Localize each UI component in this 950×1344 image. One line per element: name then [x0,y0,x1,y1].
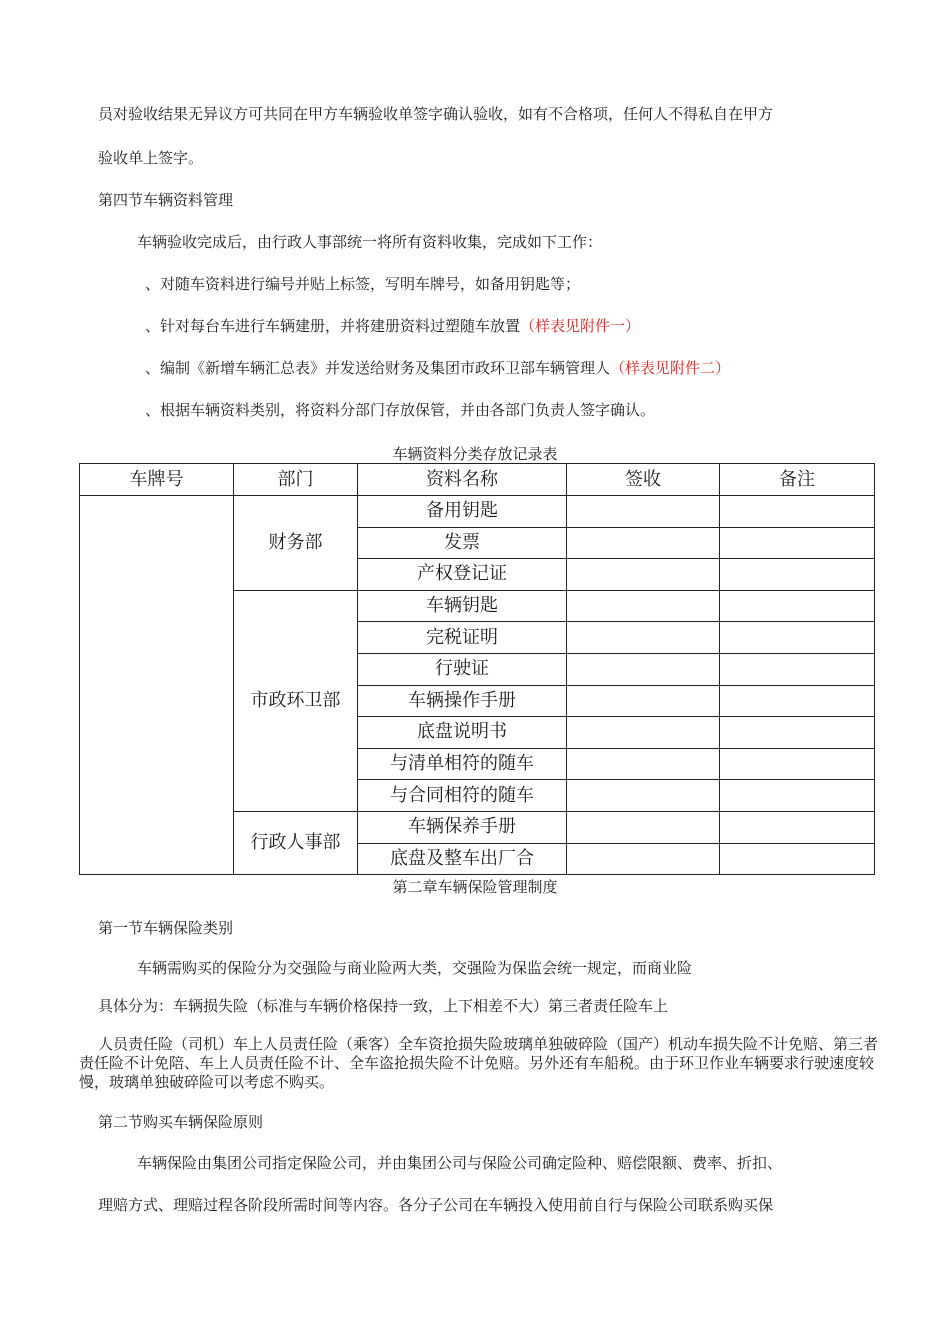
section-title: 第二节购买车辆保险原则 [98,1113,264,1131]
list-item [145,274,580,294]
doc-cell: 发票 [358,527,567,559]
remark-cell [720,559,875,591]
doc-cell: 与清单相符的随车 [358,748,567,780]
sign-cell [567,780,720,812]
doc-cell: 车辆钥匙 [358,590,567,622]
dept-cell: 行政人事部 [234,811,358,874]
para-block: 人员责任险（司机）车上人员责任险（乘客）全车资抢损失险玻璃单独破碎险（国产）机动车损失险不计免赔、第三者责任险不计免陪、车上人员责任险不计、全车盗抢损失险不计免赔。另外还有车船税。由于环卫作业车辆要求行驶速度较慢，玻璃单独破碎险可以考虑不购买。 [79,1035,879,1091]
doc-cell: 备用钥匙 [358,496,567,528]
para-line: 员对验收结果无异议方可共同在甲方车辆验收单签字确认验收，如有不合格项，任何人不得私自在甲方 [98,105,774,123]
sign-cell [567,622,720,654]
doc-cell: 车辆保养手册 [358,811,567,843]
sign-cell [567,496,720,528]
sign-cell [567,685,720,717]
attachment-note: （样表见附件一） [520,317,641,335]
list-item [145,358,730,378]
doc-cell: 底盘说明书 [358,717,567,749]
attachment-note: （样表见附件二） [610,359,731,377]
section-title: 第一节车辆保险类别 [98,919,234,937]
list-item-text: 、编制《新增车辆汇总表》并发送给财务及集团市政环卫部车辆管理人 [145,359,611,377]
sign-cell [567,811,720,843]
table-caption: 车辆资料分类存放记录表 [392,445,558,463]
remark-cell [720,748,875,780]
remark-cell [720,685,875,717]
doc-cell: 行驶证 [358,653,567,685]
records-table [79,463,875,875]
sign-cell [567,843,720,875]
remark-cell [720,780,875,812]
sign-cell [567,717,720,749]
remark-cell [720,590,875,622]
plate-cell [80,496,234,875]
section-intro: 车辆验收完成后，由行政人事部统一将所有资料收集，完成如下工作： [137,233,603,251]
remark-cell [720,496,875,528]
para-line: 验收单上签字。 [98,149,204,167]
para-line: 车辆保险由集团公司指定保险公司，并由集团公司与保险公司确定险种、赔偿限额、费率、折扣、 [137,1154,783,1172]
list-item-text: 、根据车辆资料类别，将资料分部门存放保管，并由各部门负责人签字确认。 [145,401,656,419]
list-item [145,316,640,336]
list-item [145,400,655,420]
dept-cell: 财务部 [234,496,358,591]
doc-cell: 与合同相符的随车 [358,780,567,812]
doc-cell: 完税证明 [358,622,567,654]
header-sign: 签收 [567,464,720,496]
remark-cell [720,811,875,843]
para-line: 车辆需购买的保险分为交强险与商业险两大类，交强险为保监会统一规定，而商业险 [137,959,693,977]
remark-cell [720,843,875,875]
dept-cell: 市政环卫部 [234,590,358,811]
remark-cell [720,527,875,559]
header-dept: 部门 [234,464,358,496]
sign-cell [567,653,720,685]
doc-cell: 产权登记证 [358,559,567,591]
remark-cell [720,622,875,654]
sign-cell [567,748,720,780]
list-item-text: 、针对每台车进行车辆建册，并将建册资料过塑随车放置 [145,317,521,335]
sign-cell [567,527,720,559]
para-line: 具体分为：车辆损失险（标准与车辆价格保持一致，上下相差不大）第三者责任险车上 [98,997,669,1015]
doc-cell: 车辆操作手册 [358,685,567,717]
table-row [80,496,875,528]
table-header-row [80,464,875,496]
header-doc: 资料名称 [358,464,567,496]
remark-cell [720,653,875,685]
section-title: 第四节车辆资料管理 [98,191,234,209]
header-plate: 车牌号 [80,464,234,496]
sign-cell [567,590,720,622]
remark-cell [720,717,875,749]
chapter-title: 第二章车辆保险管理制度 [392,878,558,896]
header-remark: 备注 [720,464,875,496]
doc-cell: 底盘及整车出厂合 [358,843,567,875]
list-item-text: 、对随车资料进行编号并贴上标签，写明车牌号，如备用钥匙等； [145,275,581,293]
sign-cell [567,559,720,591]
para-line: 理赔方式、理赔过程各阶段所需时间等内容。各分子公司在车辆投入使用前自行与保险公司联系购买保 [98,1196,774,1214]
